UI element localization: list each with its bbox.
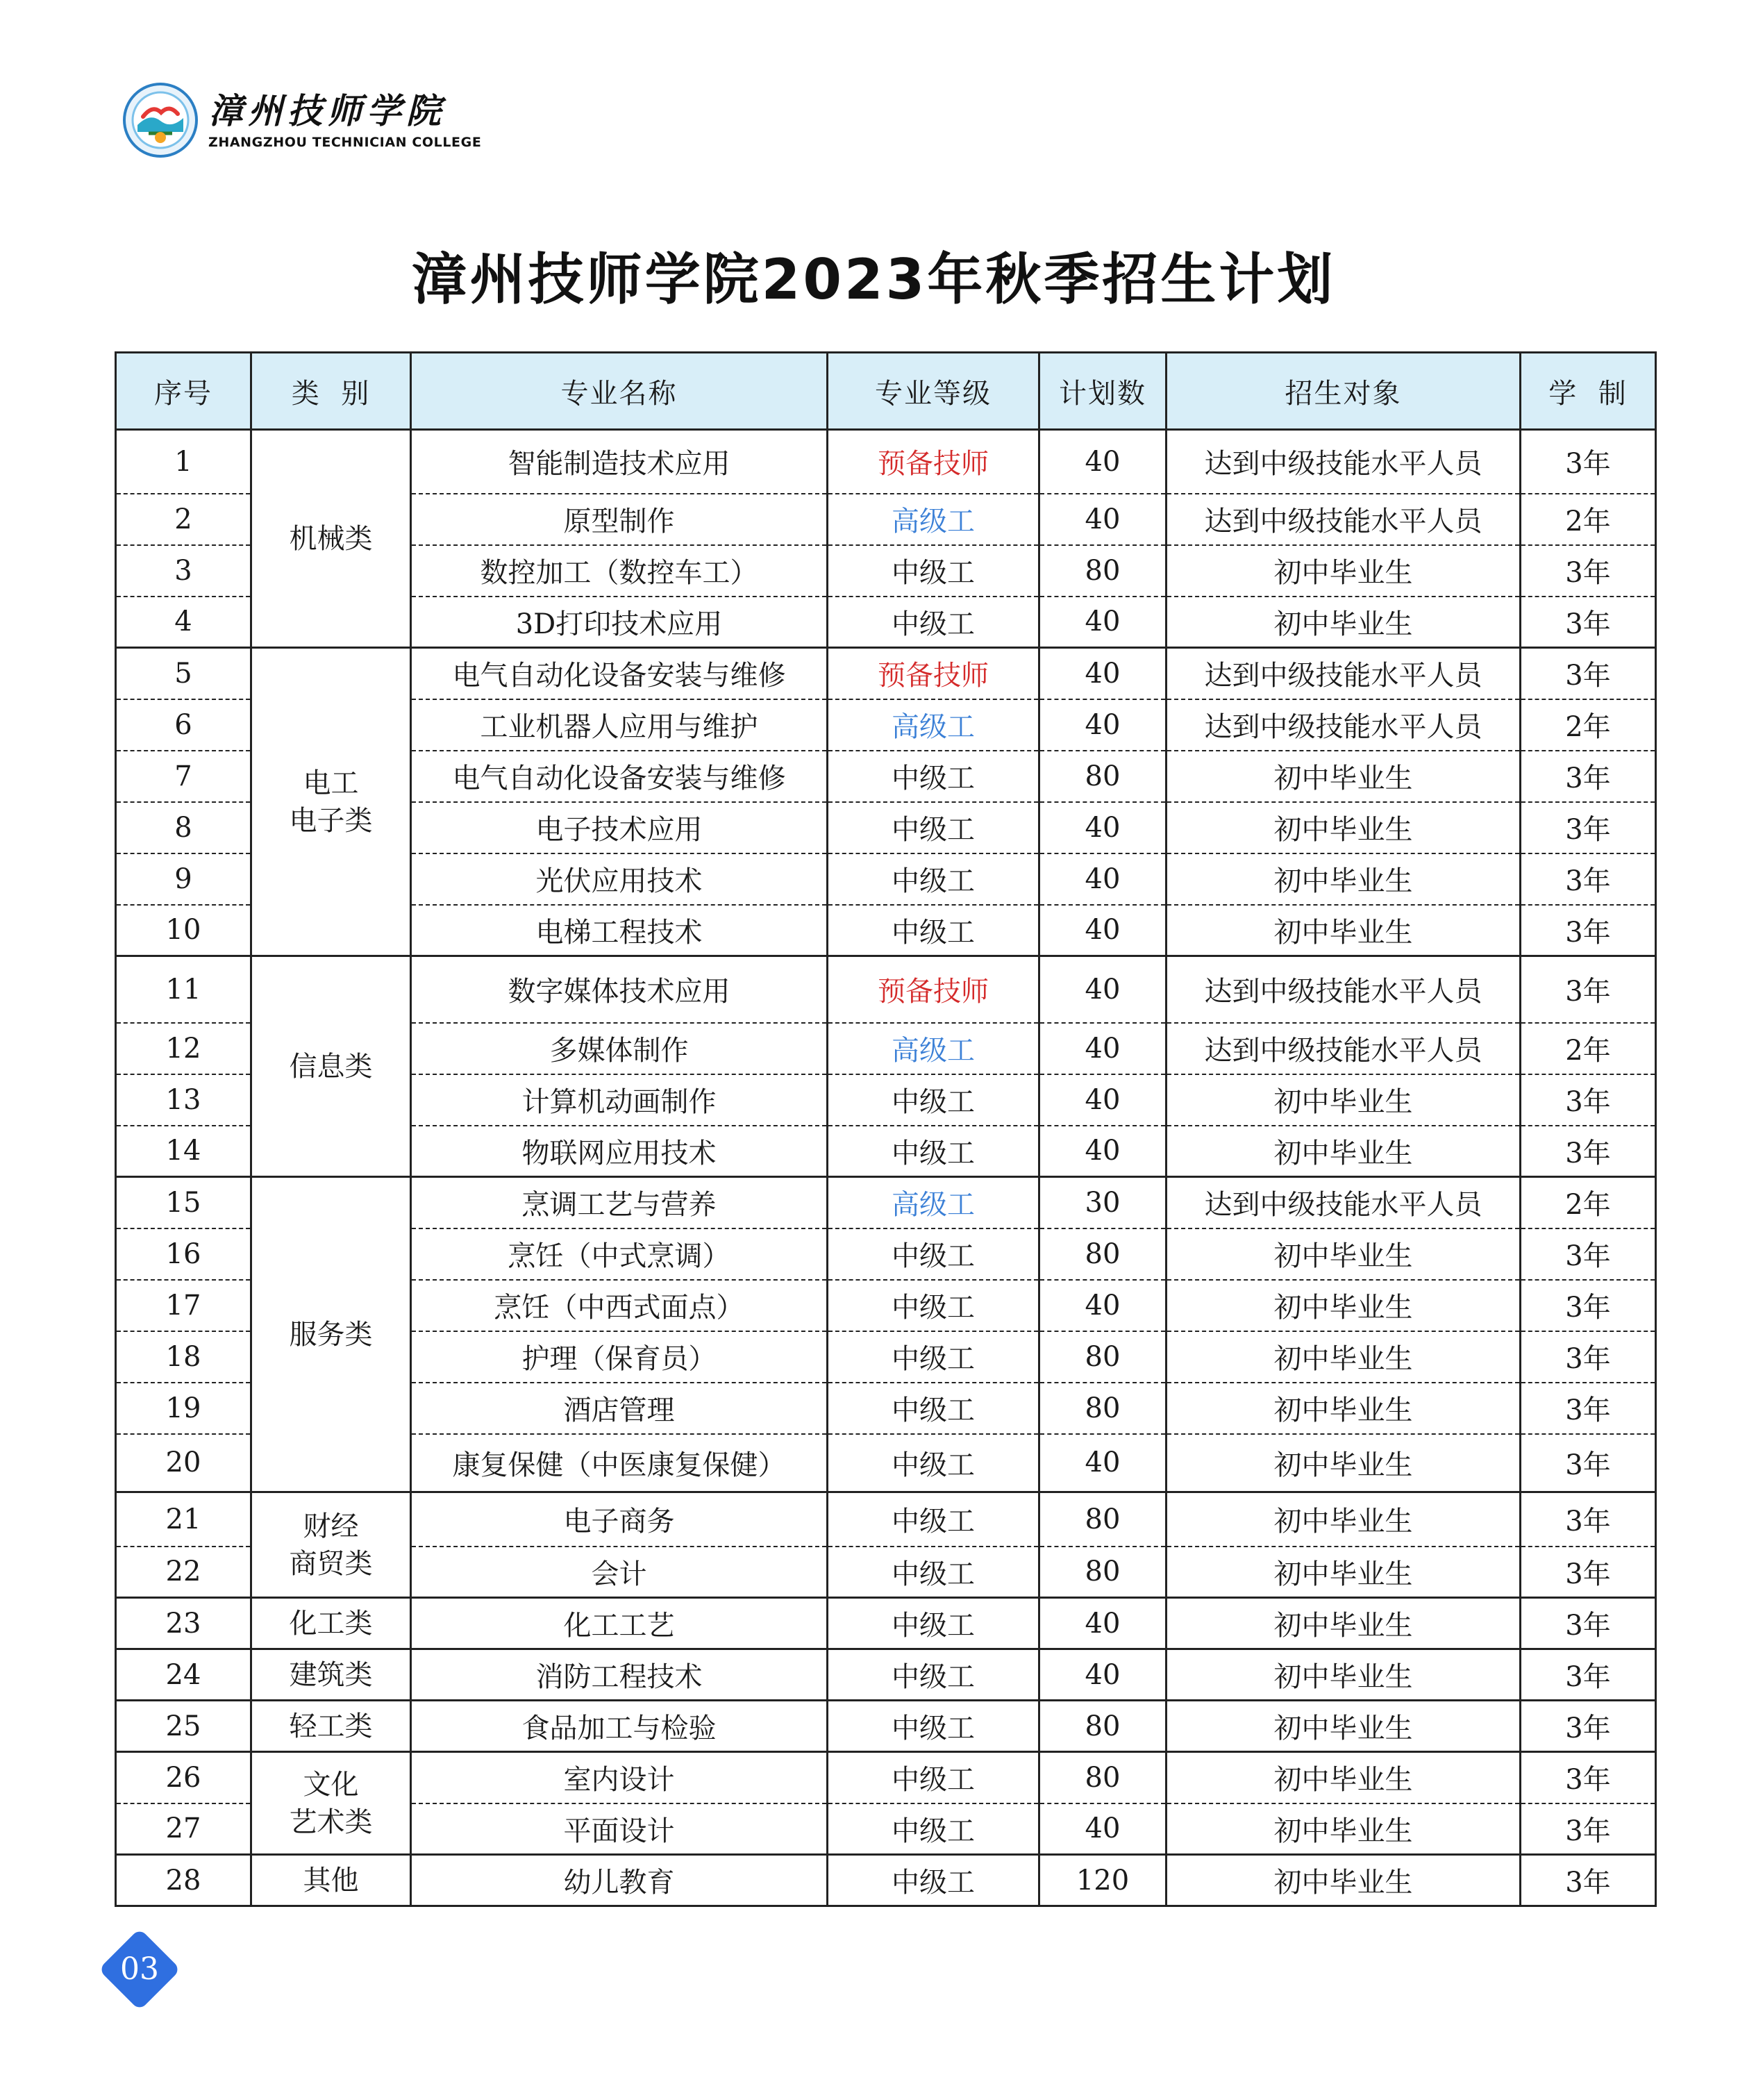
- plan-count: 80: [1039, 1547, 1167, 1598]
- skill-level: 中级工: [828, 597, 1039, 648]
- plan-count: 80: [1039, 1752, 1167, 1803]
- study-years: 3年: [1521, 1228, 1656, 1280]
- study-years: 3年: [1521, 1547, 1656, 1598]
- skill-level: 中级工: [828, 1752, 1039, 1803]
- row-number: 17: [116, 1280, 251, 1331]
- major-name: 康复保健（中医康复保健）: [411, 1434, 828, 1492]
- study-years: 2年: [1521, 699, 1656, 751]
- row-number: 27: [116, 1803, 251, 1855]
- skill-level: 中级工: [828, 1547, 1039, 1598]
- enrollment-target: 初中毕业生: [1167, 1492, 1521, 1547]
- skill-level: 预备技师: [828, 430, 1039, 494]
- plan-count: 40: [1039, 430, 1167, 494]
- category-cell: 文化 艺术类: [251, 1752, 411, 1855]
- table-row: [116, 1752, 1656, 1803]
- plan-count: 40: [1039, 1598, 1167, 1649]
- skill-level: 中级工: [828, 1492, 1039, 1547]
- plan-count: 40: [1039, 1803, 1167, 1855]
- col-header-major: 专业名称: [411, 353, 828, 430]
- category-cell: 服务类: [251, 1177, 411, 1492]
- col-header-years: 学 制: [1521, 353, 1656, 430]
- plan-count: 40: [1039, 1434, 1167, 1492]
- study-years: 3年: [1521, 648, 1656, 699]
- skill-level: 中级工: [828, 905, 1039, 956]
- study-years: 3年: [1521, 1701, 1656, 1752]
- major-name: 数字媒体技术应用: [411, 956, 828, 1023]
- study-years: 3年: [1521, 1855, 1656, 1906]
- plan-count: 80: [1039, 751, 1167, 802]
- category-cell: 建筑类: [251, 1649, 411, 1701]
- table-row: [116, 1492, 1656, 1547]
- plan-count: 40: [1039, 956, 1167, 1023]
- enrollment-target: 初中毕业生: [1167, 1434, 1521, 1492]
- plan-count: 80: [1039, 1228, 1167, 1280]
- row-number: 1: [116, 430, 251, 494]
- plan-count: 40: [1039, 494, 1167, 545]
- table-row: [116, 1649, 1656, 1701]
- skill-level: 中级工: [828, 1074, 1039, 1126]
- study-years: 3年: [1521, 1752, 1656, 1803]
- row-number: 11: [116, 956, 251, 1023]
- major-name: 护理（保育员）: [411, 1331, 828, 1383]
- major-name: 室内设计: [411, 1752, 828, 1803]
- plan-count: 30: [1039, 1177, 1167, 1228]
- skill-level: 中级工: [828, 1598, 1039, 1649]
- study-years: 3年: [1521, 751, 1656, 802]
- study-years: 3年: [1521, 956, 1656, 1023]
- enrollment-target: 初中毕业生: [1167, 1547, 1521, 1598]
- row-number: 23: [116, 1598, 251, 1649]
- row-number: 26: [116, 1752, 251, 1803]
- row-number: 6: [116, 699, 251, 751]
- enrollment-target: 达到中级技能水平人员: [1167, 430, 1521, 494]
- row-number: 7: [116, 751, 251, 802]
- major-name: 消防工程技术: [411, 1649, 828, 1701]
- table-row: [116, 956, 1656, 1023]
- row-number: 25: [116, 1701, 251, 1752]
- category-cell: 电工 电子类: [251, 648, 411, 956]
- enrollment-target: 达到中级技能水平人员: [1167, 956, 1521, 1023]
- major-name: 计算机动画制作: [411, 1074, 828, 1126]
- enrollment-target: 初中毕业生: [1167, 1701, 1521, 1752]
- category-cell: 财经 商贸类: [251, 1492, 411, 1598]
- category-cell: 轻工类: [251, 1701, 411, 1752]
- skill-level: 高级工: [828, 699, 1039, 751]
- skill-level: 高级工: [828, 1023, 1039, 1074]
- study-years: 2年: [1521, 1177, 1656, 1228]
- study-years: 3年: [1521, 430, 1656, 494]
- major-name: 食品加工与检验: [411, 1701, 828, 1752]
- row-number: 12: [116, 1023, 251, 1074]
- plan-count: 80: [1039, 1383, 1167, 1434]
- row-number: 8: [116, 802, 251, 853]
- enrollment-target: 达到中级技能水平人员: [1167, 699, 1521, 751]
- enrollment-target: 初中毕业生: [1167, 802, 1521, 853]
- major-name: 光伏应用技术: [411, 853, 828, 905]
- row-number: 28: [116, 1855, 251, 1906]
- skill-level: 中级工: [828, 545, 1039, 597]
- major-name: 平面设计: [411, 1803, 828, 1855]
- skill-level: 高级工: [828, 494, 1039, 545]
- major-name: 烹饪（中西式面点）: [411, 1280, 828, 1331]
- study-years: 2年: [1521, 1023, 1656, 1074]
- table-header-row: [116, 353, 1656, 430]
- table-row: [116, 1701, 1656, 1752]
- enrollment-target: 初中毕业生: [1167, 1126, 1521, 1177]
- enrollment-target: 初中毕业生: [1167, 1803, 1521, 1855]
- major-name: 数控加工（数控车工）: [411, 545, 828, 597]
- study-years: 3年: [1521, 853, 1656, 905]
- row-number: 2: [116, 494, 251, 545]
- skill-level: 中级工: [828, 1280, 1039, 1331]
- table-row: [116, 430, 1656, 494]
- enrollment-plan-table: [115, 351, 1657, 1907]
- college-logo-icon: [122, 82, 199, 158]
- enrollment-target: 达到中级技能水平人员: [1167, 648, 1521, 699]
- enrollment-target: 初中毕业生: [1167, 1855, 1521, 1906]
- plan-count: 40: [1039, 1023, 1167, 1074]
- major-name: 幼儿教育: [411, 1855, 828, 1906]
- table-row: [116, 1855, 1656, 1906]
- enrollment-target: 达到中级技能水平人员: [1167, 494, 1521, 545]
- study-years: 3年: [1521, 1803, 1656, 1855]
- row-number: 21: [116, 1492, 251, 1547]
- major-name: 工业机器人应用与维护: [411, 699, 828, 751]
- plan-count: 40: [1039, 905, 1167, 956]
- skill-level: 中级工: [828, 1331, 1039, 1383]
- study-years: 3年: [1521, 802, 1656, 853]
- enrollment-target: 初中毕业生: [1167, 1331, 1521, 1383]
- skill-level: 中级工: [828, 1649, 1039, 1701]
- major-name: 智能制造技术应用: [411, 430, 828, 494]
- major-name: 电气自动化设备安装与维修: [411, 751, 828, 802]
- enrollment-target: 初中毕业生: [1167, 1752, 1521, 1803]
- page-number-badge: [99, 1929, 180, 2010]
- category-cell: 化工类: [251, 1598, 411, 1649]
- enrollment-target: 初中毕业生: [1167, 751, 1521, 802]
- study-years: 3年: [1521, 1598, 1656, 1649]
- skill-level: 中级工: [828, 1126, 1039, 1177]
- major-name: 酒店管理: [411, 1383, 828, 1434]
- skill-level: 中级工: [828, 853, 1039, 905]
- study-years: 3年: [1521, 1434, 1656, 1492]
- enrollment-target: 初中毕业生: [1167, 1383, 1521, 1434]
- row-number: 14: [116, 1126, 251, 1177]
- logo-chinese-name: 漳州技师学院: [208, 90, 446, 131]
- row-number: 3: [116, 545, 251, 597]
- row-number: 15: [116, 1177, 251, 1228]
- plan-count: 80: [1039, 545, 1167, 597]
- major-name: 3D打印技术应用: [411, 597, 828, 648]
- enrollment-target: 初中毕业生: [1167, 1074, 1521, 1126]
- table-body: [116, 430, 1656, 1906]
- row-number: 24: [116, 1649, 251, 1701]
- enrollment-target: 初中毕业生: [1167, 1228, 1521, 1280]
- enrollment-target: 达到中级技能水平人员: [1167, 1023, 1521, 1074]
- skill-level: 中级工: [828, 1228, 1039, 1280]
- major-name: 烹调工艺与营养: [411, 1177, 828, 1228]
- plan-count: 80: [1039, 1492, 1167, 1547]
- skill-level: 中级工: [828, 802, 1039, 853]
- study-years: 2年: [1521, 494, 1656, 545]
- study-years: 3年: [1521, 1331, 1656, 1383]
- page-title: 漳州技师学院2023年秋季招生计划: [411, 247, 1336, 312]
- major-name: 电梯工程技术: [411, 905, 828, 956]
- study-years: 3年: [1521, 597, 1656, 648]
- row-number: 22: [116, 1547, 251, 1598]
- col-header-category: 类 别: [251, 353, 411, 430]
- enrollment-target: 初中毕业生: [1167, 853, 1521, 905]
- plan-count: 120: [1039, 1855, 1167, 1906]
- row-number: 16: [116, 1228, 251, 1280]
- page-number: 03: [120, 1951, 159, 1987]
- row-number: 4: [116, 597, 251, 648]
- skill-level: 预备技师: [828, 956, 1039, 1023]
- skill-level: 中级工: [828, 1855, 1039, 1906]
- study-years: 3年: [1521, 905, 1656, 956]
- enrollment-target: 初中毕业生: [1167, 597, 1521, 648]
- study-years: 3年: [1521, 545, 1656, 597]
- major-name: 化工工艺: [411, 1598, 828, 1649]
- table-row: [116, 648, 1656, 699]
- study-years: 3年: [1521, 1492, 1656, 1547]
- plan-count: 80: [1039, 1701, 1167, 1752]
- major-name: 烹饪（中式烹调）: [411, 1228, 828, 1280]
- skill-level: 中级工: [828, 751, 1039, 802]
- major-name: 原型制作: [411, 494, 828, 545]
- study-years: 3年: [1521, 1280, 1656, 1331]
- plan-count: 80: [1039, 1331, 1167, 1383]
- major-name: 多媒体制作: [411, 1023, 828, 1074]
- major-name: 电子商务: [411, 1492, 828, 1547]
- enrollment-target: 初中毕业生: [1167, 1280, 1521, 1331]
- study-years: 3年: [1521, 1074, 1656, 1126]
- table-row: [116, 1177, 1656, 1228]
- skill-level: 中级工: [828, 1383, 1039, 1434]
- col-header-target: 招生对象: [1167, 353, 1521, 430]
- study-years: 3年: [1521, 1126, 1656, 1177]
- row-number: 20: [116, 1434, 251, 1492]
- row-number: 19: [116, 1383, 251, 1434]
- skill-level: 中级工: [828, 1803, 1039, 1855]
- major-name: 电子技术应用: [411, 802, 828, 853]
- plan-count: 40: [1039, 699, 1167, 751]
- category-cell: 其他: [251, 1855, 411, 1906]
- col-header-level: 专业等级: [828, 353, 1039, 430]
- major-name: 电气自动化设备安装与维修: [411, 648, 828, 699]
- plan-count: 40: [1039, 802, 1167, 853]
- study-years: 3年: [1521, 1649, 1656, 1701]
- skill-level: 预备技师: [828, 648, 1039, 699]
- skill-level: 高级工: [828, 1177, 1039, 1228]
- category-cell: 信息类: [251, 956, 411, 1177]
- skill-level: 中级工: [828, 1701, 1039, 1752]
- row-number: 9: [116, 853, 251, 905]
- enrollment-target: 初中毕业生: [1167, 1598, 1521, 1649]
- plan-count: 40: [1039, 1074, 1167, 1126]
- enrollment-target: 初中毕业生: [1167, 545, 1521, 597]
- study-years: 3年: [1521, 1383, 1656, 1434]
- plan-count: 40: [1039, 648, 1167, 699]
- plan-count: 40: [1039, 1649, 1167, 1701]
- plan-count: 40: [1039, 597, 1167, 648]
- enrollment-target: 达到中级技能水平人员: [1167, 1177, 1521, 1228]
- skill-level: 中级工: [828, 1434, 1039, 1492]
- major-name: 会计: [411, 1547, 828, 1598]
- category-cell: 机械类: [251, 430, 411, 648]
- logo-english-name: ZHANGZHOU TECHNICIAN COLLEGE: [208, 135, 482, 150]
- row-number: 10: [116, 905, 251, 956]
- enrollment-target: 初中毕业生: [1167, 905, 1521, 956]
- col-header-plan: 计划数: [1039, 353, 1167, 430]
- col-header-no: 序号: [116, 353, 251, 430]
- plan-count: 40: [1039, 853, 1167, 905]
- plan-count: 40: [1039, 1126, 1167, 1177]
- major-name: 物联网应用技术: [411, 1126, 828, 1177]
- table-row: [116, 1598, 1656, 1649]
- enrollment-target: 初中毕业生: [1167, 1649, 1521, 1701]
- plan-count: 40: [1039, 1280, 1167, 1331]
- row-number: 5: [116, 648, 251, 699]
- row-number: 18: [116, 1331, 251, 1383]
- row-number: 13: [116, 1074, 251, 1126]
